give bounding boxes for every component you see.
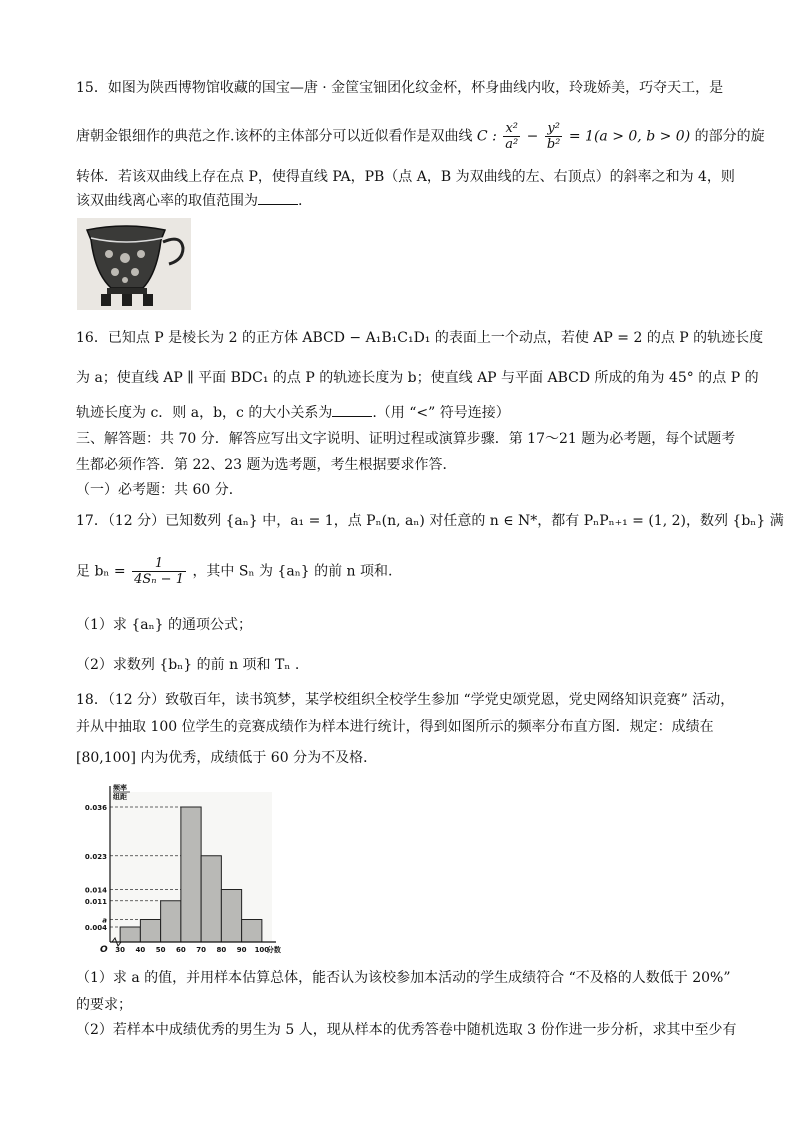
histogram-bar: [181, 807, 201, 942]
q17-part2: （2）求数列 {bₙ} 的前 n 项和 Tₙ .: [76, 657, 300, 673]
q16-line2: 为 a；使直线 AP ∥ 平面 BDC₁ 的点 P 的轨迹长度为 b；使直线 AP 与平面 ABCD 所成的角为 45° 的点 P 的: [76, 370, 759, 386]
answer-blank: [258, 190, 298, 205]
histogram-bar: [161, 901, 181, 942]
section3-line3: （一）必考题：共 60 分．: [76, 482, 243, 498]
q18-part2: （2）若样本中成绩优秀的男生为 5 人，现从样本的优秀答卷中随机选取 3 份作进一步分析，求其中至少有: [76, 1022, 737, 1038]
x-axis-label: 分数: [266, 946, 281, 954]
histogram-bar: [140, 920, 160, 943]
q15-line4-end: .: [298, 193, 303, 209]
q15-curve-name: C :: [476, 128, 497, 145]
q15-line4: [76, 190, 302, 211]
q18-part1a: （1）求 a 的值，并用样本估算总体，能否认为该校参加本活动的学生成绩符合 “不及格的人数低于 20%”: [76, 970, 731, 986]
y-tick-label: 0.011: [84, 897, 107, 906]
q15-line2-pre: 唐朝金银细作的典范之作.该杯的主体部分可以近似看作是双曲线: [76, 128, 473, 145]
origin-label: O: [100, 945, 108, 955]
y-tick-label: a: [102, 916, 107, 925]
q18-line3: [80,100] 内为优秀，成绩低于 60 分为不及格．: [76, 750, 378, 766]
y-tick-label: 0.036: [84, 804, 107, 812]
q17-line2-post: ，其中 Sₙ 为 {aₙ} 的前 n 项和.: [192, 563, 393, 580]
q15-condition: = 1(a > 0, b > 0): [568, 128, 691, 145]
q15-frac-y: $\frac{\text{y²}}{\text{b²}}$: [546, 121, 561, 152]
x-tick-label: 30: [115, 946, 125, 954]
q18-line2: 并从中抽取 100 位学生的竞赛成绩作为样本进行统计，得到如图所示的频率分布直方图．规定：成绩在: [76, 719, 714, 735]
q15-line1: 15．如图为陕西博物馆收藏的国宝—唐 · 金筐宝钿团化纹金杯，杯身曲线内收，玲珑娇美，巧夺天工，是: [76, 80, 724, 96]
answer-blank: [332, 402, 372, 417]
y-tick-label: 0.023: [84, 852, 107, 861]
x-tick-label: 60: [176, 946, 186, 954]
gold-cup-photo: [77, 218, 191, 310]
histogram-bar: [120, 927, 140, 942]
y-axis-label-bottom: 组距: [113, 793, 127, 801]
x-tick-label: 100: [254, 946, 270, 954]
q17-part1: （1）求 {aₙ} 的通项公式；: [76, 617, 253, 633]
q16-line3-text: 轨迹长度为 c．则 a，b，c 的大小关系为: [76, 405, 333, 421]
q15-line3: 转体．若该双曲线上存在点 P，使得直线 PA，PB（点 A，B 为双曲线的左、右顶点）的斜率之和为 4，则: [76, 169, 735, 185]
x-tick-label: 80: [216, 946, 227, 954]
q16-line1: 16．已知点 P 是棱长为 2 的正方体 ABCD − A₁B₁C₁D₁ 的表面上一个动点，若使 AP = 2 的点 P 的轨迹长度: [76, 330, 764, 346]
q16-line3-end: .（用 “<” 符号连接）: [372, 405, 510, 421]
q17-line2: [76, 556, 392, 587]
x-tick-label: 70: [196, 946, 206, 954]
q18-part1b: 的要求；: [76, 997, 132, 1013]
y-tick-label: 0.004: [84, 924, 107, 932]
q17-line1: 17．（12 分）已知数列 {aₙ} 中，a₁ = 1，点 Pₙ(n, aₙ) 对任意的 n ∈ N*，都有 PₙPₙ₊₁ = (1, 2)，数列 {bₙ} 满: [76, 513, 784, 529]
q16-line3: [76, 402, 510, 423]
x-tick-label: 90: [236, 946, 247, 954]
q15-line2-post: 的部分的旋: [694, 128, 765, 145]
q17-frac: $\frac{1}{\text{4Sₙ − 1}}$: [134, 556, 184, 587]
histogram-bar: [221, 890, 241, 943]
q17-line2-pre: 足 bₙ =: [76, 563, 126, 580]
q15-line2: [76, 121, 765, 152]
x-tick-label: 40: [135, 946, 146, 954]
q15-line4-text: 该双曲线离心率的取值范围为: [76, 193, 258, 209]
section3-line1: 三、解答题：共 70 分．解答应写出文字说明、证明过程或演算步骤．第 17～21 题为必考题，每个试题考: [76, 431, 736, 447]
x-tick-label: 50: [155, 946, 166, 954]
frequency-histogram: [76, 784, 281, 964]
histogram-bar: [242, 920, 262, 943]
histogram-bar: [201, 856, 221, 942]
y-tick-label: 0.014: [84, 886, 107, 895]
q15-frac-x: $\frac{\text{x²}}{\text{a²}}$: [505, 121, 519, 152]
y-axis-label-top: 频率: [113, 784, 127, 792]
q18-line1: 18．（12 分）致敬百年，读书筑梦，某学校组织全校学生参加 “学党史颂党恩，党史网络知识竞赛” 活动，: [76, 692, 735, 708]
q15-minus: −: [526, 128, 539, 145]
section3-line2: 生都必须作答．第 22、23 题为选考题，考生根据要求作答．: [76, 457, 457, 473]
